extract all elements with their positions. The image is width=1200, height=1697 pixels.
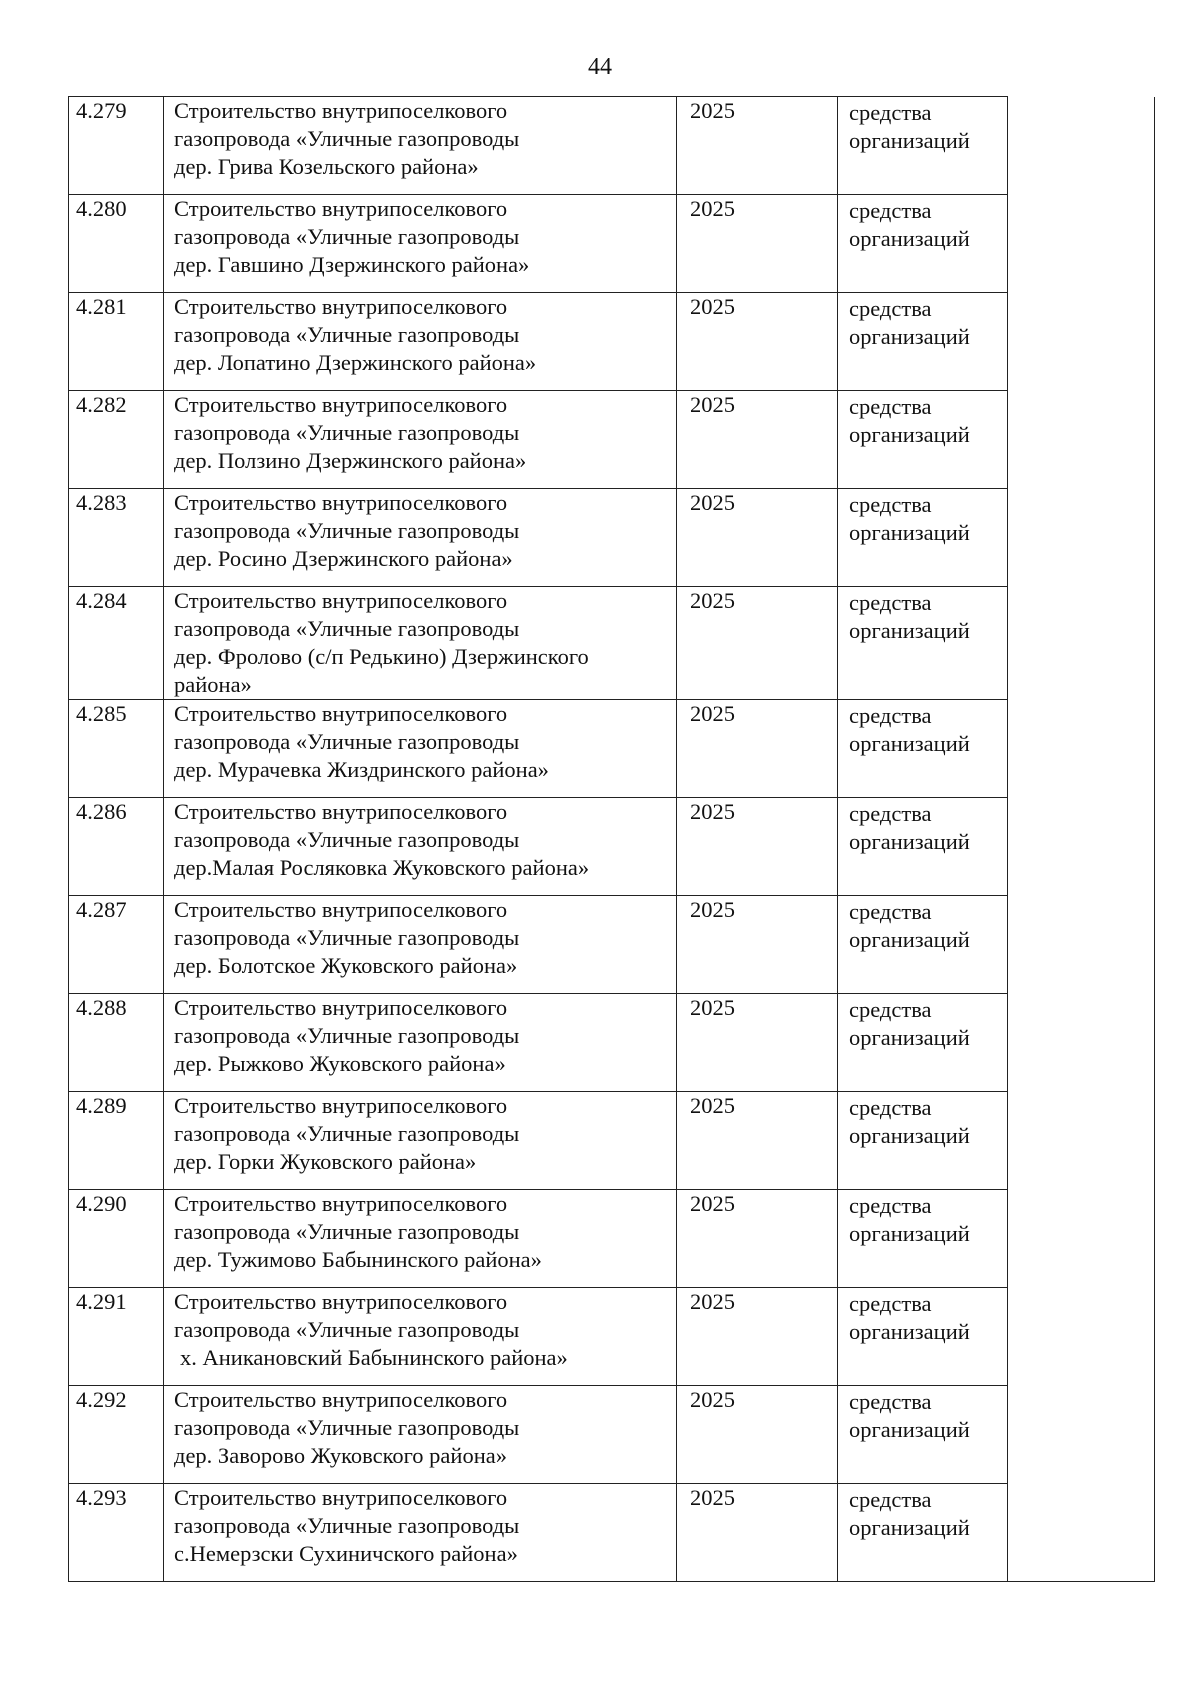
description-line: дер. Лопатино Дзержинского района» xyxy=(174,350,537,375)
item-description xyxy=(164,97,677,195)
item-year: 2025 xyxy=(677,489,838,587)
item-year: 2025 xyxy=(677,896,838,994)
description-line: дер. Гавшино Дзержинского района» xyxy=(174,252,530,277)
item-year: 2025 xyxy=(677,1386,838,1484)
funding-source-line: средства xyxy=(849,1095,932,1120)
table-row xyxy=(69,1190,1155,1288)
empty-column-cell xyxy=(1008,994,1155,1092)
funding-source-line: организаций xyxy=(849,422,970,447)
description-line: дер. Фролово (с/п Редькино) Дзержинского xyxy=(174,644,589,669)
item-description xyxy=(164,1190,677,1288)
item-number: 4.279 xyxy=(69,97,164,195)
funding-source xyxy=(838,1288,1008,1386)
item-number: 4.291 xyxy=(69,1288,164,1386)
item-number: 4.282 xyxy=(69,391,164,489)
funding-source xyxy=(838,700,1008,798)
funding-source-line: средства xyxy=(849,1487,932,1512)
item-number: 4.288 xyxy=(69,994,164,1092)
description-line: Строительство внутрипоселкового xyxy=(174,98,508,123)
table-row xyxy=(69,293,1155,391)
item-number: 4.283 xyxy=(69,489,164,587)
item-year: 2025 xyxy=(677,994,838,1092)
empty-column-cell xyxy=(1008,293,1155,391)
funding-source xyxy=(838,1484,1008,1582)
empty-column-cell xyxy=(1008,1190,1155,1288)
description-line: дер.Малая Росляковка Жуковского района» xyxy=(174,855,590,880)
funding-source-line: средства xyxy=(849,801,932,826)
funding-source-line: средства xyxy=(849,198,932,223)
empty-column-cell xyxy=(1008,1288,1155,1386)
table-row xyxy=(69,1092,1155,1190)
funding-source xyxy=(838,1386,1008,1484)
page-number: 44 xyxy=(588,54,612,80)
description-line: газопровода «Уличные газопроводы xyxy=(174,827,520,852)
description-line: газопровода «Уличные газопроводы xyxy=(174,1513,520,1538)
description-line: газопровода «Уличные газопроводы xyxy=(174,518,520,543)
description-line: дер. Росино Дзержинского района» xyxy=(174,546,513,571)
funding-source-line: организаций xyxy=(849,1515,970,1540)
funding-source xyxy=(838,587,1008,700)
funding-source xyxy=(838,391,1008,489)
item-description xyxy=(164,195,677,293)
item-year: 2025 xyxy=(677,195,838,293)
item-year: 2025 xyxy=(677,1484,838,1582)
item-year: 2025 xyxy=(677,1190,838,1288)
table-row xyxy=(69,896,1155,994)
description-line: дер. Мурачевка Жиздринского района» xyxy=(174,757,549,782)
description-line: Строительство внутрипоселкового xyxy=(174,897,508,922)
description-line: Строительство внутрипоселкового xyxy=(174,392,508,417)
item-number: 4.281 xyxy=(69,293,164,391)
item-description xyxy=(164,293,677,391)
item-year: 2025 xyxy=(677,1288,838,1386)
description-line: дер. Заворово Жуковского района» xyxy=(174,1443,507,1468)
funding-source-line: организаций xyxy=(849,1417,970,1442)
description-line: Строительство внутрипоселкового xyxy=(174,799,508,824)
item-year: 2025 xyxy=(677,700,838,798)
item-number: 4.280 xyxy=(69,195,164,293)
item-year: 2025 xyxy=(677,1092,838,1190)
empty-column-cell xyxy=(1008,1092,1155,1190)
table-body xyxy=(69,97,1155,1582)
item-description xyxy=(164,1386,677,1484)
item-year: 2025 xyxy=(677,293,838,391)
item-number: 4.285 xyxy=(69,700,164,798)
funding-source xyxy=(838,293,1008,391)
table-row xyxy=(69,195,1155,293)
description-line: Строительство внутрипоселкового xyxy=(174,995,508,1020)
funding-source-line: организаций xyxy=(849,226,970,251)
item-description xyxy=(164,1092,677,1190)
empty-column-cell xyxy=(1008,97,1155,195)
table-row xyxy=(69,1288,1155,1386)
description-line: дер. Рыжково Жуковского района» xyxy=(174,1051,506,1076)
funding-source-line: средства xyxy=(849,997,932,1022)
description-line: дер. Тужимово Бабынинского района» xyxy=(174,1247,542,1272)
item-number: 4.290 xyxy=(69,1190,164,1288)
table-row xyxy=(69,798,1155,896)
funding-source-line: средства xyxy=(849,1389,932,1414)
funding-source-line: организаций xyxy=(849,829,970,854)
funding-source-line: средства xyxy=(849,703,932,728)
table-row xyxy=(69,994,1155,1092)
description-line: дер. Горки Жуковского района» xyxy=(174,1149,477,1174)
item-year: 2025 xyxy=(677,97,838,195)
description-line: Строительство внутрипоселкового xyxy=(174,490,508,515)
item-year: 2025 xyxy=(677,587,838,700)
funding-source-line: организаций xyxy=(849,1319,970,1344)
empty-column-cell xyxy=(1008,798,1155,896)
item-year: 2025 xyxy=(677,798,838,896)
description-line: газопровода «Уличные газопроводы xyxy=(174,126,520,151)
description-line: газопровода «Уличные газопроводы xyxy=(174,322,520,347)
empty-column-cell xyxy=(1008,896,1155,994)
item-number: 4.284 xyxy=(69,587,164,700)
table-row xyxy=(69,1484,1155,1582)
funding-source-line: средства xyxy=(849,394,932,419)
funding-source xyxy=(838,1092,1008,1190)
item-number: 4.286 xyxy=(69,798,164,896)
table-row xyxy=(69,391,1155,489)
table-row xyxy=(69,587,1155,700)
description-line: газопровода «Уличные газопроводы xyxy=(174,1219,520,1244)
description-line: Строительство внутрипоселкового xyxy=(174,1093,508,1118)
funding-source-line: организаций xyxy=(849,520,970,545)
description-line: газопровода «Уличные газопроводы xyxy=(174,1023,520,1048)
description-line: газопровода «Уличные газопроводы xyxy=(174,224,520,249)
funding-source-line: организаций xyxy=(849,324,970,349)
item-number: 4.289 xyxy=(69,1092,164,1190)
funding-source xyxy=(838,896,1008,994)
description-line: Строительство внутрипоселкового xyxy=(174,1485,508,1510)
description-line: Строительство внутрипоселкового xyxy=(174,1289,508,1314)
item-description xyxy=(164,700,677,798)
description-line: газопровода «Уличные газопроводы xyxy=(174,925,520,950)
description-line: Строительство внутрипоселкового xyxy=(174,196,508,221)
funding-source-line: организаций xyxy=(849,1123,970,1148)
item-description xyxy=(164,391,677,489)
description-line: дер. Ползино Дзержинского района» xyxy=(174,448,527,473)
description-line: Строительство внутрипоселкового xyxy=(174,701,508,726)
funding-source-line: средства xyxy=(849,296,932,321)
description-line: газопровода «Уличные газопроводы xyxy=(174,1317,520,1342)
description-line: газопровода «Уличные газопроводы xyxy=(174,1415,520,1440)
funding-source xyxy=(838,994,1008,1092)
funding-source-line: организаций xyxy=(849,1025,970,1050)
empty-column-cell xyxy=(1008,1386,1155,1484)
funding-source xyxy=(838,195,1008,293)
funding-source xyxy=(838,489,1008,587)
description-line: газопровода «Уличные газопроводы xyxy=(174,420,520,445)
description-line: газопровода «Уличные газопроводы xyxy=(174,616,520,641)
empty-column-cell xyxy=(1008,195,1155,293)
funding-source-line: средства xyxy=(849,100,932,125)
item-description xyxy=(164,994,677,1092)
description-line: газопровода «Уличные газопроводы xyxy=(174,1121,520,1146)
item-description xyxy=(164,896,677,994)
item-number: 4.293 xyxy=(69,1484,164,1582)
funding-source-line: организаций xyxy=(849,128,970,153)
description-line: Строительство внутрипоселкового xyxy=(174,1387,508,1412)
funding-source xyxy=(838,1190,1008,1288)
item-year: 2025 xyxy=(677,391,838,489)
description-line: газопровода «Уличные газопроводы xyxy=(174,729,520,754)
description-line: х. Аникановский Бабынинского района» xyxy=(180,1345,568,1370)
funding-source-line: средства xyxy=(849,590,932,615)
funding-source xyxy=(838,97,1008,195)
description-line: района» xyxy=(174,672,252,697)
item-description xyxy=(164,587,677,700)
description-line: Строительство внутрипоселкового xyxy=(174,588,508,613)
empty-column-cell xyxy=(1008,587,1155,700)
item-number: 4.292 xyxy=(69,1386,164,1484)
table-row xyxy=(69,489,1155,587)
funding-source-line: организаций xyxy=(849,1221,970,1246)
item-description xyxy=(164,798,677,896)
description-line: Строительство внутрипоселкового xyxy=(174,1191,508,1216)
funding-source-line: организаций xyxy=(849,731,970,756)
item-description xyxy=(164,1484,677,1582)
item-number: 4.287 xyxy=(69,896,164,994)
registry-table xyxy=(68,96,1155,1582)
item-description xyxy=(164,489,677,587)
funding-source xyxy=(838,798,1008,896)
table-row xyxy=(69,97,1155,195)
description-line: дер. Грива Козельского района» xyxy=(174,154,479,179)
item-description xyxy=(164,1288,677,1386)
description-line: Строительство внутрипоселкового xyxy=(174,294,508,319)
description-line: с.Немерзски Сухиничского района» xyxy=(174,1541,518,1566)
empty-column-cell xyxy=(1008,391,1155,489)
description-line: дер. Болотское Жуковского района» xyxy=(174,953,518,978)
empty-column-cell xyxy=(1008,700,1155,798)
funding-source-line: средства xyxy=(849,1193,932,1218)
empty-column-cell xyxy=(1008,489,1155,587)
funding-source-line: средства xyxy=(849,1291,932,1316)
empty-column-cell xyxy=(1008,1484,1155,1582)
table-row xyxy=(69,700,1155,798)
funding-source-line: организаций xyxy=(849,927,970,952)
funding-source-line: средства xyxy=(849,899,932,924)
table-row xyxy=(69,1386,1155,1484)
funding-source-line: средства xyxy=(849,492,932,517)
funding-source-line: организаций xyxy=(849,618,970,643)
